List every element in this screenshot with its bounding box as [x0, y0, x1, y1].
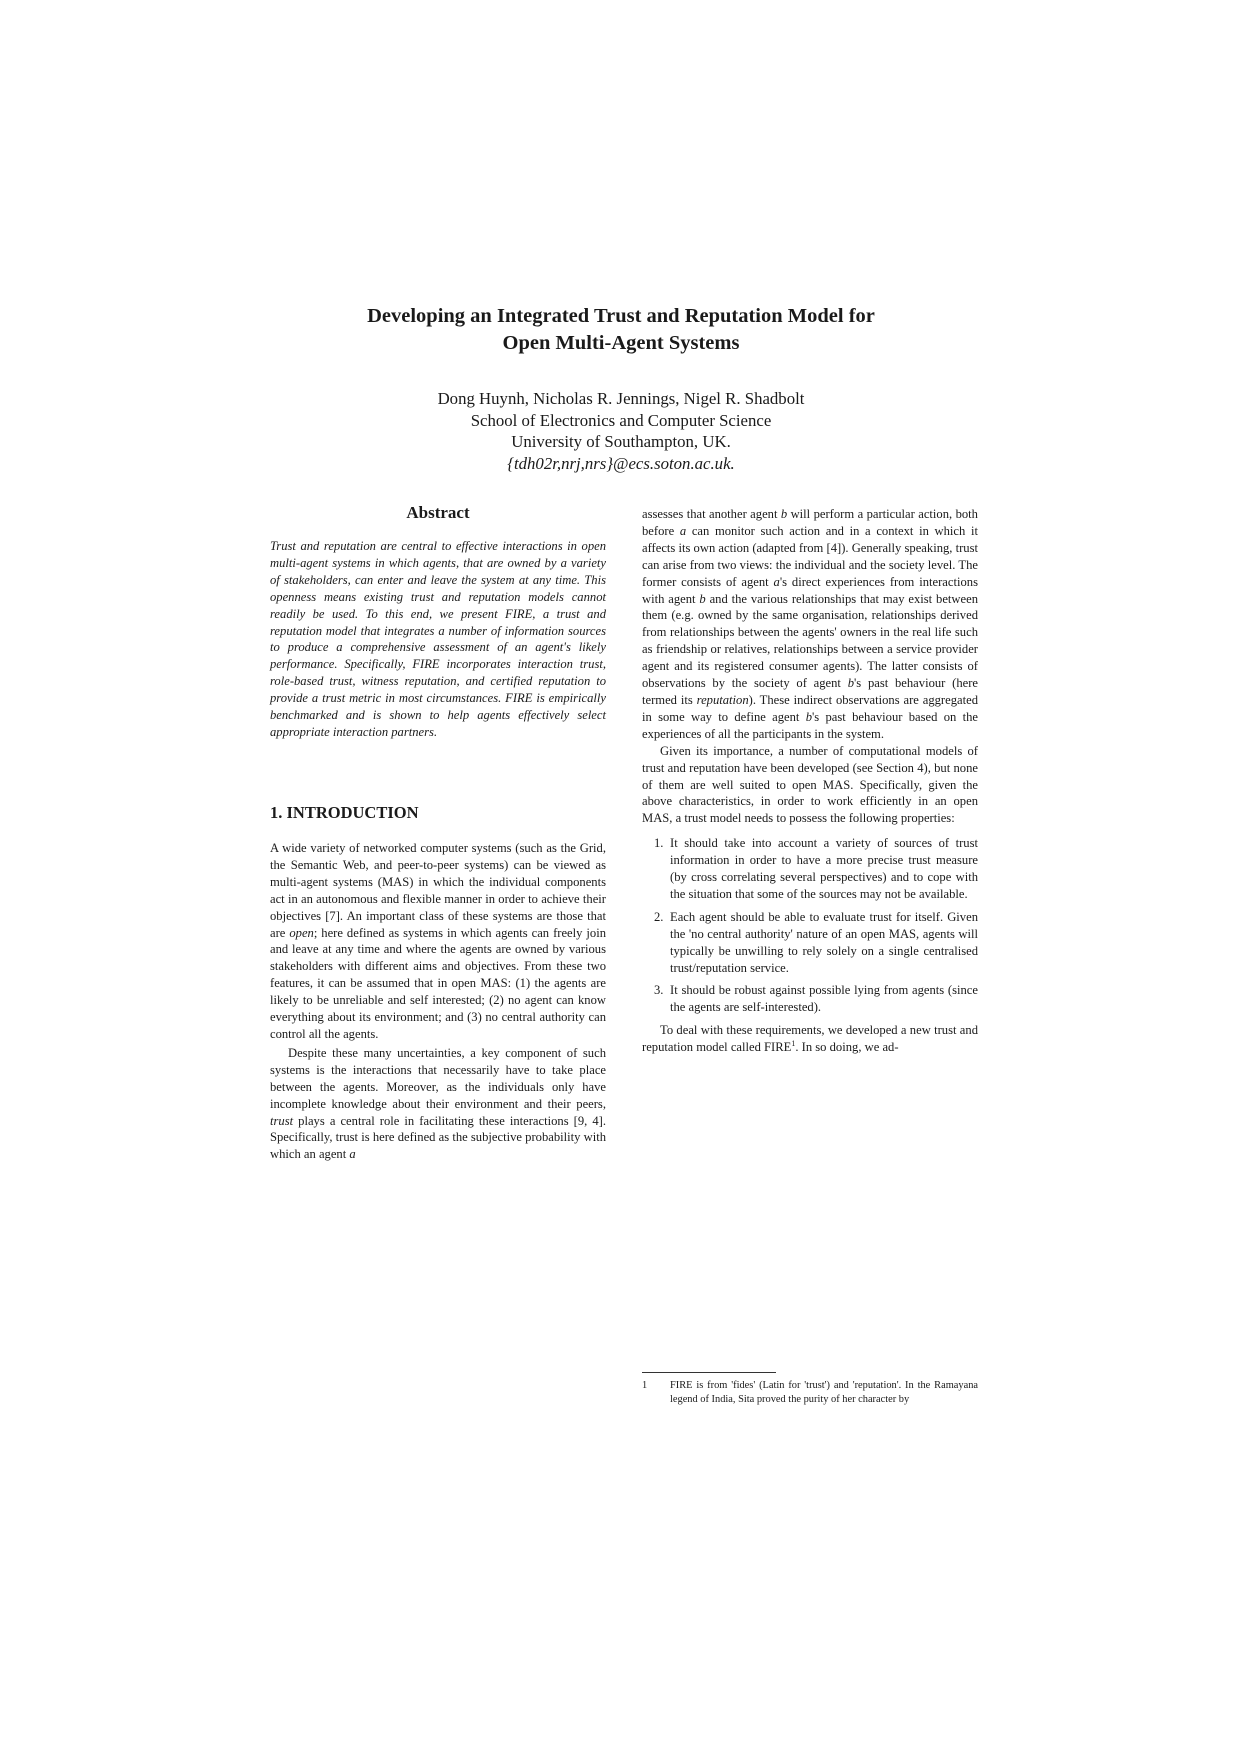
- list-item: 1. It should take into account a variety of sources of trust information in order to have a more precise trust measure (by cross correlating several perspectives) and to cope with the situation that some of the sources may not be available.: [654, 836, 978, 901]
- list-item: 2. Each agent should be able to evaluate trust for itself. Given the 'no central authority' nature of an open MAS, agents will typically be unwilling to rely solely on a single centralised trust/reputation service.: [654, 909, 978, 975]
- footnote-marker: 1: [791, 1039, 796, 1048]
- abstract-text: Trust and reputation are central to effective interactions in open multi-agent systems in which agents, that are owned by a variety of stakeholders, can enter and leave the system at any time. This openness means existing trust and reputation models cannot readily be used. To this end, we present FIRE, a trust and reputation model that integrates a number of information sources to produce a comprehensive assessment of an agent's likely performance. Specifically, FIRE incorporates interaction trust, role-based trust, witness reputation, and certified reputation to provide a trust metric in most circumstances. FIRE is empirically benchmarked and is shown to help agents effectively select appropriate interaction partners.: [270, 539, 606, 739]
- author-names: Dong Huynh, Nicholas R. Jennings, Nigel R. Shadbolt: [437, 389, 805, 408]
- author-email: {tdh02r,nrj,nrs}@ecs.soton.ac.uk.: [507, 453, 735, 473]
- right-column-body: [642, 506, 978, 1056]
- introduction-heading: 1. INTRODUCTION: [270, 803, 419, 822]
- footnote: [642, 1379, 978, 1407]
- paper-title: [270, 303, 972, 357]
- left-column-body: [270, 840, 606, 1163]
- author-affiliation: School of Electronics and Computer Science: [470, 410, 772, 430]
- right-paragraph-1: assesses that another agent b will perform a particular action, both before a can monitor such action and in a context in which it affects its own action (adapted from [4]). Generally speaking, trust can arise from two views: the individual and the society level. The former consists of agent a's direct experiences from interactions with agent b and the various relationships that may exist between them (e.g. owned by the same organisation, relationships derived from relationships between the agents' owners in the real life such as friendship or relatives, relationships between a service provider agent and its registered consumer agents). The latter consists of observations by the society of agent b's past behaviour (here termed its reputation). These indirect observations are aggregated in some way to define agent b's past behaviour based on the experiences of all the participants in the system.: [642, 507, 978, 741]
- footnote-rule: [642, 1372, 776, 1373]
- intro-paragraph-1: A wide variety of networked computer systems (such as the Grid, the Semantic Web, and peer-to-peer systems) can be viewed as multi-agent systems (MAS) in which the individual components act in an autonomous and flexible manner in order to achieve their objectives [7]. An important class of these systems are those that are open; here defined as systems in which agents can freely join and leave at any time and where the agents are owned by various stakeholders with different aims and objectives. From these two features, it can be assumed that in open MAS: (1) the agents are likely to be unreliable and self interested; (2) no agent can know everything about its environment; and (3) no central authority can control all the agents.: [270, 841, 606, 1041]
- author-block: [270, 388, 972, 474]
- emphasis-reputation: reputation: [696, 692, 749, 707]
- footnote-number: 1: [642, 1380, 648, 1391]
- right-paragraph-2: Given its importance, a number of computational models of trust and reputation have been developed (see Section 4), but none of them are well suited to open MAS. Specifically, given the above characteristics, in order to work efficiently in an open MAS, a trust model needs to possess the following properties:: [642, 743, 978, 826]
- title-line-1: Developing an Integrated Trust and Reputation Model for: [367, 305, 875, 327]
- title-line-2: Open Multi-Agent Systems: [502, 332, 740, 354]
- abstract-heading: Abstract: [406, 503, 470, 522]
- emphasis-open: open: [289, 925, 314, 940]
- intro-paragraph-2: Despite these many uncertainties, a key component of such systems is the interactions that necessarily have to take place between the agents. Moreover, as the individuals only have incomplete knowledge about their environment and their peers, trust plays a central role in facilitating these interactions [9, 4]. Specifically, trust is here defined as the subjective probability with which an agent a: [270, 1045, 606, 1162]
- list-item: 3. It should be robust against possible lying from agents (since the agents are self-interested).: [654, 983, 978, 1015]
- properties-list: [642, 835, 978, 1016]
- author-university: University of Southampton, UK.: [511, 432, 731, 451]
- emphasis-trust: trust: [270, 1113, 294, 1128]
- right-paragraph-3: To deal with these requirements, we developed a new trust and reputation model called FIRE$^1$. In so doing, we ad-: [642, 1023, 978, 1055]
- footnote-text: FIRE is from 'fides' (Latin for 'trust') and 'reputation'. In the Ramayana legend of India, Sita proved the purity of her character by: [670, 1380, 978, 1405]
